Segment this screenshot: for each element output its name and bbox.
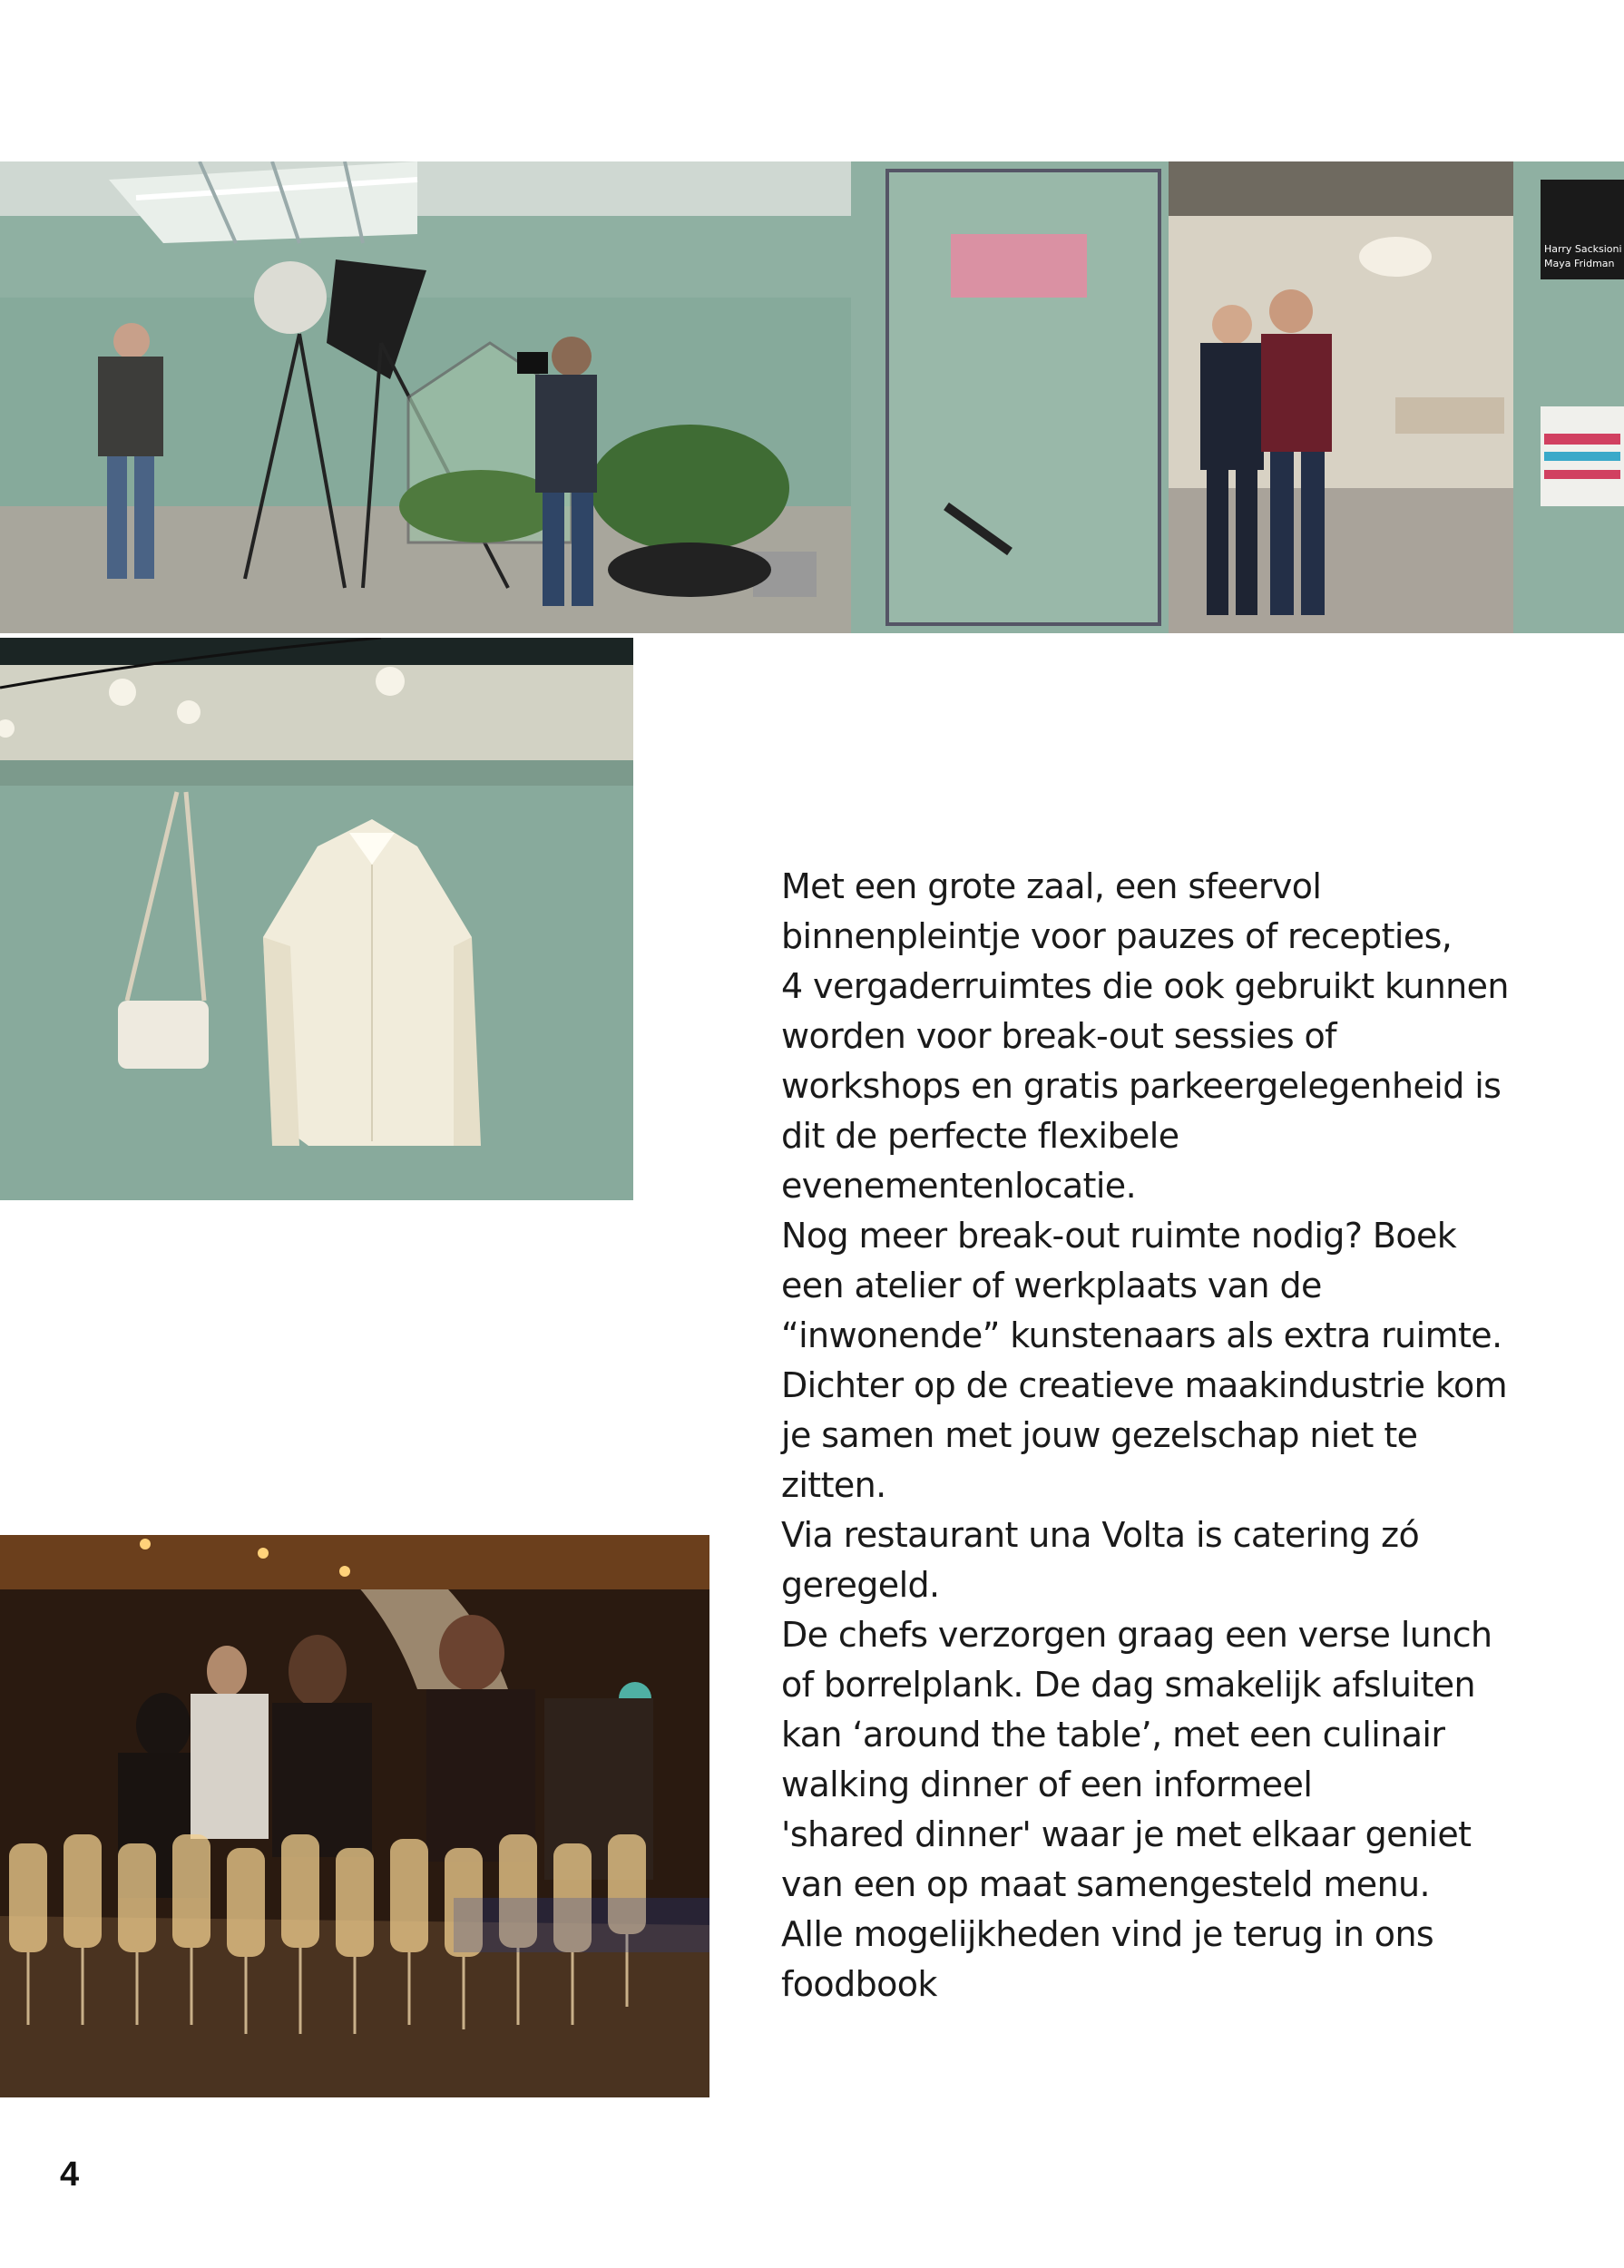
- body-paragraph: [781, 862, 1598, 2009]
- text-line: evenementenlocatie.: [781, 1166, 1137, 1206]
- text-line: Via restaurant una Volta is catering zó: [781, 1515, 1420, 1555]
- poster-text-bottom: Maya Fridman: [1544, 258, 1615, 269]
- text-line: “inwonende” kunstenaars als extra ruimte.: [781, 1315, 1502, 1355]
- text-line: 4 vergaderruimtes die ook gebruikt kunnen: [781, 966, 1509, 1006]
- photo-shirt-on-wall: [0, 638, 633, 1200]
- text-line: Alle mogelijkheden vind je terug in ons: [781, 1914, 1434, 1954]
- photo-selfie-hallway: [851, 161, 1624, 633]
- page-number: 4: [60, 2156, 80, 2194]
- text-line: van een op maat samengesteld menu.: [781, 1864, 1431, 1904]
- text-line: geregeld.: [781, 1565, 940, 1605]
- text-line: of borrelplank. De dag smakelijk afsluiten: [781, 1665, 1476, 1705]
- text-line: 'shared dinner' waar je met elkaar geniet: [781, 1814, 1472, 1854]
- photo-studio-shoot: [0, 161, 851, 633]
- poster-text-top: Harry Sacksioni: [1544, 243, 1622, 255]
- photo-champagne-event: [0, 1535, 709, 2097]
- text-line: Met een grote zaal, een sfeervol: [781, 866, 1322, 906]
- text-line: een atelier of werkplaats van de: [781, 1266, 1322, 1305]
- text-line: Nog meer break-out ruimte nodig? Boek: [781, 1216, 1457, 1256]
- text-line: worden voor break-out sessies of: [781, 1016, 1336, 1056]
- text-line: foodbook: [781, 1964, 937, 2004]
- text-line: kan ‘around the table’, met een culinair: [781, 1715, 1445, 1755]
- text-line: binnenpleintje voor pauzes of recepties,: [781, 916, 1453, 956]
- text-line: De chefs verzorgen graag een verse lunch: [781, 1615, 1492, 1655]
- text-line: dit de perfecte flexibele: [781, 1116, 1179, 1156]
- text-line: Dichter op de creatieve maakindustrie kom: [781, 1365, 1508, 1405]
- text-line: zitten.: [781, 1465, 886, 1505]
- text-line: je samen met jouw gezelschap niet te: [781, 1415, 1418, 1455]
- text-line: walking dinner of een informeel: [781, 1765, 1313, 1804]
- text-line: workshops en gratis parkeergelegenheid is: [781, 1066, 1502, 1106]
